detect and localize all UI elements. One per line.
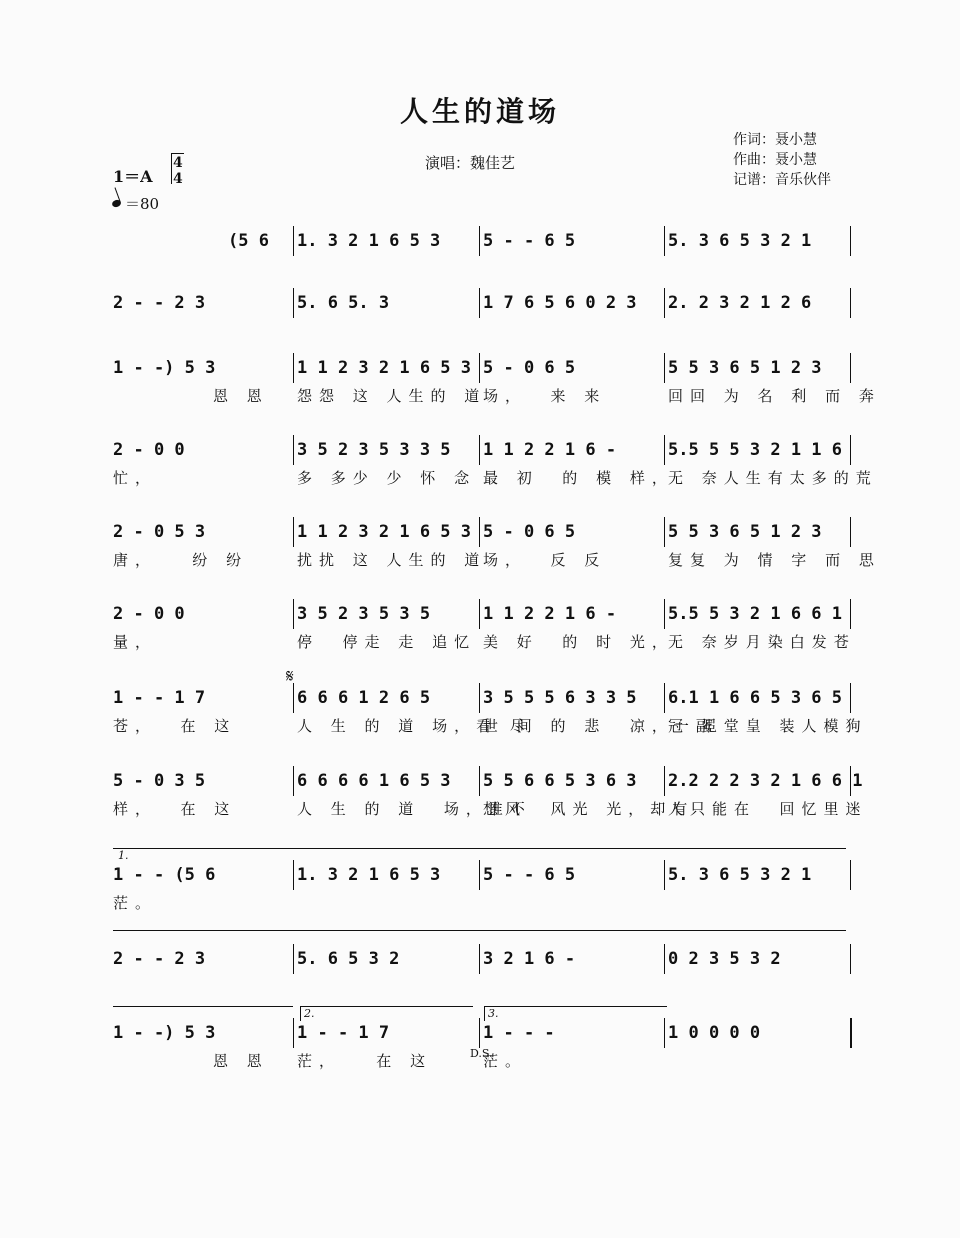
notes-line [0,768,960,794]
bar-line [664,517,665,547]
measure-lyrics: 恩 恩 [213,387,269,405]
bar-line [293,353,294,383]
transcriber: 记谱：音乐伙伴 [733,172,831,188]
measure-lyrics: 苍， 在 这 [113,717,237,735]
bar-line [479,435,480,465]
notes-line [0,601,960,627]
measure-lyrics: 场， 来 来 [483,387,607,405]
measure-lyrics: 人只能在 回忆里迷 [668,800,868,818]
volta-1-label: 1. [118,849,129,862]
bar-line [850,683,851,713]
measure-notes: 6 6 6 1 2 6 5 [297,688,431,708]
measure-lyrics: 冠 冕堂皇 装人模狗 [668,717,868,735]
volta-line-1 [113,848,846,849]
measure-lyrics: 多 多少 少 怀 念 [297,469,477,487]
measure-notes: 2. 2 3 2 1 2 6 [668,293,812,313]
bar-line [479,599,480,629]
measure-lyrics: 茫， 在 这 [297,1052,433,1070]
bar-line [479,766,480,796]
bar-line [293,226,294,256]
bar-line [850,435,851,465]
measure-notes: 5 - - 6 5 [483,865,576,885]
key-signature: 1＝A [113,167,153,186]
measure-notes: 1. 3 2 1 6 5 3 [297,865,441,885]
bar-line [664,599,665,629]
lyrics-line [0,976,960,998]
bar-line [850,517,851,547]
measure-lyrics: 扰扰 这 人生的 道 [297,551,487,569]
measure-notes: 1 1 2 2 1 6 - [483,440,617,460]
bar-line [293,517,294,547]
bar-line [293,860,294,890]
measure-notes: 5. 3 6 5 3 2 1 [668,231,812,251]
measure-notes: 5 - 0 6 5 [483,358,576,378]
measure-lyrics: 样， 在 这 [113,800,237,818]
measure-lyrics: 唐， 纷 纷 [113,551,249,569]
measure-notes: 5. 3 6 5 3 2 1 [668,865,812,885]
measure-notes: 1 - - - [483,1023,555,1043]
measure-notes: 3 5 2 3 5 3 3 5 [297,440,451,460]
measure-notes: 3 5 5 5 6 3 3 5 [483,688,637,708]
song-title: 人生的道场 [399,95,560,128]
notes-line [0,228,960,254]
bar-line [293,599,294,629]
measure-notes: 1 0 0 0 0 [668,1023,761,1043]
measure-notes: 1 - - (5 6 [113,865,216,885]
bar-line [850,288,851,318]
measure-notes: 5 5 3 6 5 1 2 3 [668,522,822,542]
measure-notes: 5 - 0 6 5 [483,522,576,542]
bar-line [664,435,665,465]
lyrics-line [0,320,960,342]
measure-notes: 5 5 3 6 5 1 2 3 [668,358,822,378]
tempo-value: ＝80 [125,195,160,213]
measure-notes: 1. 3 2 1 6 5 3 [297,231,441,251]
volta-2-bracket [300,1006,473,1021]
lyrics-line [0,798,960,820]
measure-notes: 1 1 2 3 2 1 6 5 3 [297,358,471,378]
measure-notes: 1 1 2 3 2 1 6 5 3 [297,522,471,542]
volta-line-1b [113,930,846,931]
bar-line [479,944,480,974]
measure-lyrics: 人 生 的 道 场，谁不 [297,800,532,818]
bar-line [293,944,294,974]
bar-line [664,1018,665,1048]
bar-line [664,766,665,796]
measure-lyrics: 茫。 [113,894,158,912]
bar-line [479,288,480,318]
measure-notes: 1 1 2 2 1 6 - [483,604,617,624]
measure-notes: 1 - -) 5 3 [113,358,216,378]
notes-line [0,437,960,463]
measure-notes: 5. 6 5. 3 [297,293,390,313]
singer: 演唱：魏佳艺 [425,154,516,172]
notes-line [0,685,960,711]
bar-line [293,435,294,465]
bar-line [850,766,851,796]
bar-line [479,226,480,256]
measure-notes: 2 - - 2 3 [113,949,206,969]
composer: 作曲：聂小慧 [733,152,817,168]
measure-notes: 0 2 3 5 3 2 [668,949,781,969]
measure-notes: 1 - - 1 7 [297,1023,390,1043]
measure-notes: 5. 6 5 3 2 [297,949,400,969]
volta-line-1c [113,1006,293,1007]
bar-line [850,599,851,629]
measure-notes: 6 6 6 6 1 6 5 3 [297,771,451,791]
measure-notes: 2 - - 2 3 [113,293,206,313]
measure-lyrics: 茫。 [483,1052,528,1070]
measure-notes: 2 - 0 0 [113,440,185,460]
bar-line [664,944,665,974]
measure-lyrics: 无 奈人生有太多的荒 [668,469,878,487]
measure-lyrics: 回回 为 名 利 而 奔 [668,387,881,405]
bar-line [293,766,294,796]
measure-notes: 1 - - 1 7 [113,688,206,708]
bar-line [293,1018,294,1048]
lyrics-line [0,892,960,914]
bar-line [850,944,851,974]
measure-lyrics: 想风 风光 光，却有 [483,800,695,818]
notes-line [0,355,960,381]
measure-lyrics: 世 间 的 悲 凉，一副 [483,717,718,735]
measure-notes: 5 - - 6 5 [483,231,576,251]
lyrics-line [0,467,960,489]
measure-lyrics: 无 奈岁月染白发苍 [668,633,856,651]
lyrics-line [0,258,960,280]
lyricist: 作词：聂小慧 [733,132,817,148]
measure-lyrics: 人 生 的 道 场，看 尽 [297,717,532,735]
measure-notes: 5.5 5 3 2 1 6 6 1 [668,604,842,624]
quarter-note-icon [111,199,122,209]
measure-lyrics: 最 初 的 模 样， [483,469,674,487]
measure-notes: 5 - 0 3 5 [113,771,206,791]
measure-notes: 1 7 6 5 6 0 2 3 [483,293,637,313]
bar-line [850,353,851,383]
measure-notes: (5 6 [228,231,269,251]
notes-line [0,519,960,545]
bar-line [293,288,294,318]
lyrics-line [0,715,960,737]
measure-lyrics: 怨怨 这 人生的 道 [297,387,487,405]
bar-line [850,1018,852,1048]
volta-2-label: 2. [304,1007,315,1020]
bar-line [479,683,480,713]
measure-notes: 5 5 6 6 5 3 6 3 [483,771,637,791]
bar-line [850,226,851,256]
measure-lyrics: 量， [113,633,158,651]
measure-lyrics: 停 停走 走 追忆 [297,633,477,651]
bar-line [850,860,851,890]
time-signature-top: 4 [173,155,183,171]
measure-notes: 2.2 2 2 3 2 1 6 6 1 [668,771,863,791]
bar-line [664,353,665,383]
volta-3-label: 3. [488,1007,499,1020]
credits [733,130,831,190]
measure-lyrics: 美 好 的 时 光， [483,633,674,651]
measure-notes: 3 2 1 6 - [483,949,576,969]
measure-lyrics: 忙， [113,469,158,487]
bar-line [479,517,480,547]
volta-3-bracket [484,1006,667,1021]
bar-line [479,860,480,890]
bar-line [479,353,480,383]
tempo-marking [112,193,159,214]
measure-notes: 1 - -) 5 3 [113,1023,216,1043]
measure-lyrics: 场， 反 反 [483,551,607,569]
measure-lyrics: 复复 为 情 字 而 思 [668,551,881,569]
lyrics-line [0,631,960,653]
time-signature-bottom: 4 [173,171,183,187]
segno-mark: 𝄋 [286,666,294,687]
lyrics-line [0,385,960,407]
measure-notes: 5.5 5 5 3 2 1 1 6 [668,440,842,460]
bar-line [664,860,665,890]
measure-notes: 2 - 0 0 [113,604,185,624]
notes-line [0,946,960,972]
notes-line [0,1020,960,1046]
notes-line [0,862,960,888]
bar-line [479,1018,480,1048]
time-signature [173,155,183,187]
bar-line [664,683,665,713]
ds-mark: D.S. [470,1047,493,1060]
measure-notes: 6.1 1 6 6 5 3 6 5 [668,688,842,708]
measure-lyrics: 恩 恩 [213,1052,269,1070]
measure-notes: 3 5 2 3 5 3 5 [297,604,431,624]
notes-line [0,290,960,316]
bar-line [664,226,665,256]
lyrics-line [0,549,960,571]
bar-line [664,288,665,318]
bar-line [293,683,294,713]
measure-notes: 2 - 0 5 3 [113,522,206,542]
